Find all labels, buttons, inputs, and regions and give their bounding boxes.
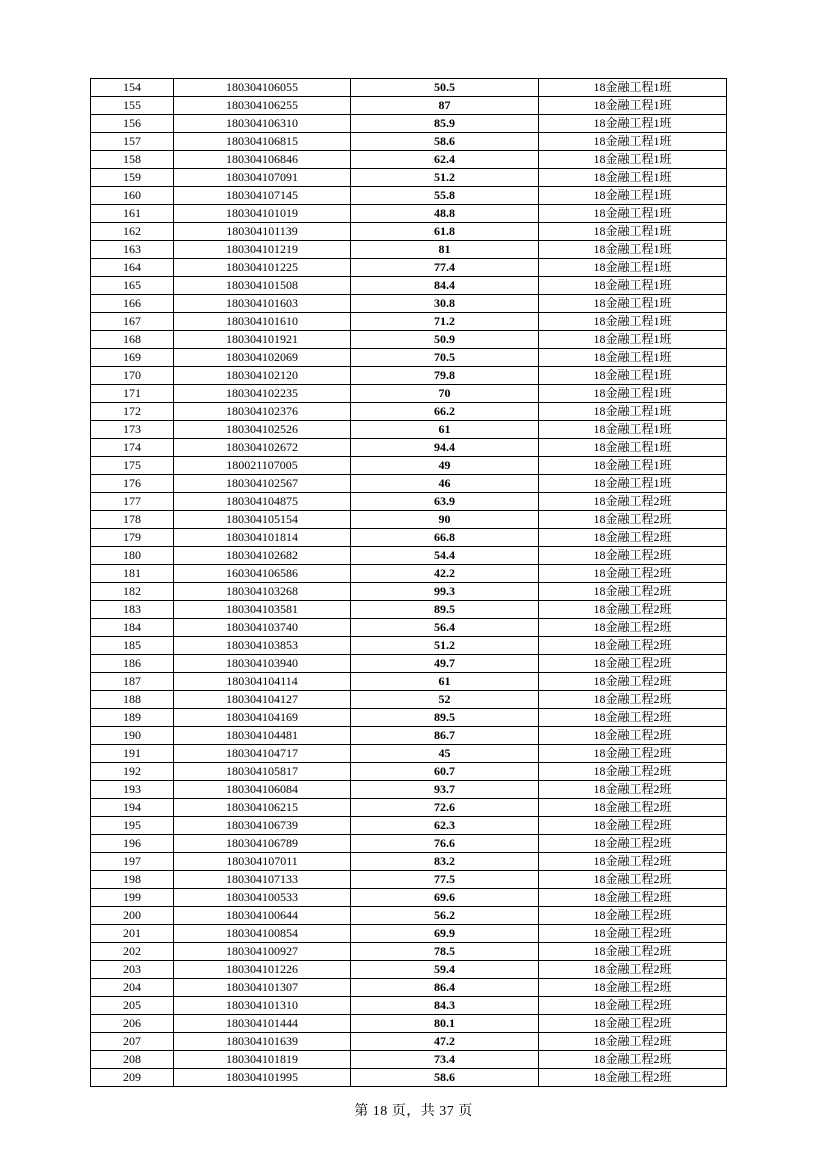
score-cell: 60.7 bbox=[351, 763, 539, 781]
table-row bbox=[91, 493, 727, 511]
row-number-cell: 163 bbox=[91, 241, 174, 259]
score-cell: 55.8 bbox=[351, 187, 539, 205]
score-cell: 89.5 bbox=[351, 709, 539, 727]
score-cell: 49.7 bbox=[351, 655, 539, 673]
class-name-cell: 18金融工程2班 bbox=[539, 853, 727, 871]
table-row bbox=[91, 349, 727, 367]
class-name-cell: 18金融工程2班 bbox=[539, 655, 727, 673]
student-id-cell: 180304101508 bbox=[174, 277, 351, 295]
row-number-cell: 190 bbox=[91, 727, 174, 745]
class-name-cell: 18金融工程2班 bbox=[539, 799, 727, 817]
row-number-cell: 183 bbox=[91, 601, 174, 619]
row-number-cell: 164 bbox=[91, 259, 174, 277]
class-name-cell: 18金融工程1班 bbox=[539, 97, 727, 115]
score-cell: 81 bbox=[351, 241, 539, 259]
score-cell: 46 bbox=[351, 475, 539, 493]
student-id-cell: 180304105154 bbox=[174, 511, 351, 529]
student-id-cell: 160304106586 bbox=[174, 565, 351, 583]
table-row bbox=[91, 187, 727, 205]
row-number-cell: 155 bbox=[91, 97, 174, 115]
score-cell: 58.6 bbox=[351, 1069, 539, 1087]
student-id-cell: 180304101444 bbox=[174, 1015, 351, 1033]
table-row bbox=[91, 655, 727, 673]
student-id-cell: 180304101226 bbox=[174, 961, 351, 979]
score-cell: 62.3 bbox=[351, 817, 539, 835]
student-id-cell: 180304101139 bbox=[174, 223, 351, 241]
row-number-cell: 207 bbox=[91, 1033, 174, 1051]
score-cell: 63.9 bbox=[351, 493, 539, 511]
student-id-cell: 180304102567 bbox=[174, 475, 351, 493]
class-name-cell: 18金融工程2班 bbox=[539, 547, 727, 565]
score-cell: 66.2 bbox=[351, 403, 539, 421]
score-cell: 56.2 bbox=[351, 907, 539, 925]
row-number-cell: 209 bbox=[91, 1069, 174, 1087]
student-id-cell: 180304105817 bbox=[174, 763, 351, 781]
row-number-cell: 193 bbox=[91, 781, 174, 799]
class-name-cell: 18金融工程1班 bbox=[539, 313, 727, 331]
student-id-cell: 180304104481 bbox=[174, 727, 351, 745]
class-name-cell: 18金融工程2班 bbox=[539, 1015, 727, 1033]
student-id-cell: 180304106739 bbox=[174, 817, 351, 835]
grades-table-body bbox=[91, 79, 727, 1087]
row-number-cell: 180 bbox=[91, 547, 174, 565]
table-row bbox=[91, 421, 727, 439]
score-cell: 84.3 bbox=[351, 997, 539, 1015]
class-name-cell: 18金融工程1班 bbox=[539, 205, 727, 223]
table-row bbox=[91, 115, 727, 133]
class-name-cell: 18金融工程2班 bbox=[539, 1033, 727, 1051]
student-id-cell: 180304106215 bbox=[174, 799, 351, 817]
score-cell: 58.6 bbox=[351, 133, 539, 151]
class-name-cell: 18金融工程1班 bbox=[539, 277, 727, 295]
table-row bbox=[91, 925, 727, 943]
class-name-cell: 18金融工程2班 bbox=[539, 835, 727, 853]
class-name-cell: 18金融工程1班 bbox=[539, 403, 727, 421]
score-cell: 94.4 bbox=[351, 439, 539, 457]
row-number-cell: 186 bbox=[91, 655, 174, 673]
row-number-cell: 202 bbox=[91, 943, 174, 961]
student-id-cell: 180304104717 bbox=[174, 745, 351, 763]
class-name-cell: 18金融工程1班 bbox=[539, 439, 727, 457]
student-id-cell: 180304100854 bbox=[174, 925, 351, 943]
score-cell: 70 bbox=[351, 385, 539, 403]
class-name-cell: 18金融工程2班 bbox=[539, 709, 727, 727]
student-id-cell: 180304103581 bbox=[174, 601, 351, 619]
table-row bbox=[91, 889, 727, 907]
student-id-cell: 180304102120 bbox=[174, 367, 351, 385]
score-cell: 73.4 bbox=[351, 1051, 539, 1069]
row-number-cell: 197 bbox=[91, 853, 174, 871]
grades-table bbox=[90, 78, 727, 1087]
student-id-cell: 180304104169 bbox=[174, 709, 351, 727]
student-id-cell: 180304107145 bbox=[174, 187, 351, 205]
class-name-cell: 18金融工程2班 bbox=[539, 529, 727, 547]
class-name-cell: 18金融工程2班 bbox=[539, 781, 727, 799]
class-name-cell: 18金融工程2班 bbox=[539, 997, 727, 1015]
class-name-cell: 18金融工程2班 bbox=[539, 601, 727, 619]
score-cell: 47.2 bbox=[351, 1033, 539, 1051]
table-row bbox=[91, 1033, 727, 1051]
table-row bbox=[91, 583, 727, 601]
row-number-cell: 175 bbox=[91, 457, 174, 475]
student-id-cell: 180304106055 bbox=[174, 79, 351, 97]
score-cell: 77.5 bbox=[351, 871, 539, 889]
student-id-cell: 180304102526 bbox=[174, 421, 351, 439]
row-number-cell: 181 bbox=[91, 565, 174, 583]
student-id-cell: 180304103740 bbox=[174, 619, 351, 637]
class-name-cell: 18金融工程1班 bbox=[539, 187, 727, 205]
row-number-cell: 182 bbox=[91, 583, 174, 601]
class-name-cell: 18金融工程1班 bbox=[539, 295, 727, 313]
class-name-cell: 18金融工程2班 bbox=[539, 583, 727, 601]
class-name-cell: 18金融工程1班 bbox=[539, 151, 727, 169]
table-row bbox=[91, 763, 727, 781]
row-number-cell: 184 bbox=[91, 619, 174, 637]
table-row bbox=[91, 781, 727, 799]
student-id-cell: 180304101019 bbox=[174, 205, 351, 223]
table-row bbox=[91, 331, 727, 349]
class-name-cell: 18金融工程2班 bbox=[539, 943, 727, 961]
class-name-cell: 18金融工程2班 bbox=[539, 871, 727, 889]
score-cell: 72.6 bbox=[351, 799, 539, 817]
row-number-cell: 189 bbox=[91, 709, 174, 727]
student-id-cell: 180304101610 bbox=[174, 313, 351, 331]
score-cell: 70.5 bbox=[351, 349, 539, 367]
student-id-cell: 180304101225 bbox=[174, 259, 351, 277]
row-number-cell: 208 bbox=[91, 1051, 174, 1069]
student-id-cell: 180304103268 bbox=[174, 583, 351, 601]
table-row bbox=[91, 817, 727, 835]
score-cell: 50.5 bbox=[351, 79, 539, 97]
table-row bbox=[91, 385, 727, 403]
score-cell: 71.2 bbox=[351, 313, 539, 331]
table-row bbox=[91, 601, 727, 619]
student-id-cell: 180304100644 bbox=[174, 907, 351, 925]
row-number-cell: 162 bbox=[91, 223, 174, 241]
table-row bbox=[91, 619, 727, 637]
row-number-cell: 167 bbox=[91, 313, 174, 331]
class-name-cell: 18金融工程1班 bbox=[539, 115, 727, 133]
score-cell: 86.4 bbox=[351, 979, 539, 997]
table-row bbox=[91, 943, 727, 961]
score-cell: 83.2 bbox=[351, 853, 539, 871]
table-row bbox=[91, 547, 727, 565]
student-id-cell: 180304104127 bbox=[174, 691, 351, 709]
row-number-cell: 203 bbox=[91, 961, 174, 979]
student-id-cell: 180304102682 bbox=[174, 547, 351, 565]
row-number-cell: 169 bbox=[91, 349, 174, 367]
table-row bbox=[91, 475, 727, 493]
class-name-cell: 18金融工程2班 bbox=[539, 511, 727, 529]
row-number-cell: 200 bbox=[91, 907, 174, 925]
row-number-cell: 205 bbox=[91, 997, 174, 1015]
row-number-cell: 187 bbox=[91, 673, 174, 691]
table-row bbox=[91, 97, 727, 115]
score-cell: 86.7 bbox=[351, 727, 539, 745]
class-name-cell: 18金融工程1班 bbox=[539, 223, 727, 241]
score-cell: 80.1 bbox=[351, 1015, 539, 1033]
score-cell: 69.9 bbox=[351, 925, 539, 943]
class-name-cell: 18金融工程2班 bbox=[539, 817, 727, 835]
student-id-cell: 180021107005 bbox=[174, 457, 351, 475]
row-number-cell: 178 bbox=[91, 511, 174, 529]
class-name-cell: 18金融工程2班 bbox=[539, 1051, 727, 1069]
score-cell: 93.7 bbox=[351, 781, 539, 799]
score-cell: 78.5 bbox=[351, 943, 539, 961]
student-id-cell: 180304106846 bbox=[174, 151, 351, 169]
class-name-cell: 18金融工程2班 bbox=[539, 979, 727, 997]
table-row bbox=[91, 1051, 727, 1069]
score-cell: 50.9 bbox=[351, 331, 539, 349]
student-id-cell: 180304106310 bbox=[174, 115, 351, 133]
class-name-cell: 18金融工程2班 bbox=[539, 493, 727, 511]
table-row bbox=[91, 1015, 727, 1033]
class-name-cell: 18金融工程1班 bbox=[539, 259, 727, 277]
score-cell: 51.2 bbox=[351, 637, 539, 655]
table-row bbox=[91, 853, 727, 871]
class-name-cell: 18金融工程2班 bbox=[539, 907, 727, 925]
row-number-cell: 179 bbox=[91, 529, 174, 547]
table-row bbox=[91, 961, 727, 979]
score-cell: 90 bbox=[351, 511, 539, 529]
class-name-cell: 18金融工程2班 bbox=[539, 691, 727, 709]
table-row bbox=[91, 997, 727, 1015]
table-row bbox=[91, 565, 727, 583]
score-cell: 52 bbox=[351, 691, 539, 709]
table-row bbox=[91, 907, 727, 925]
student-id-cell: 180304101639 bbox=[174, 1033, 351, 1051]
class-name-cell: 18金融工程2班 bbox=[539, 1069, 727, 1087]
table-row bbox=[91, 277, 727, 295]
table-row bbox=[91, 637, 727, 655]
page-footer: 第 18 页，共 37 页 bbox=[354, 1104, 473, 1119]
student-id-cell: 180304101307 bbox=[174, 979, 351, 997]
table-row bbox=[91, 205, 727, 223]
row-number-cell: 170 bbox=[91, 367, 174, 385]
class-name-cell: 18金融工程2班 bbox=[539, 565, 727, 583]
class-name-cell: 18金融工程1班 bbox=[539, 349, 727, 367]
table-row bbox=[91, 133, 727, 151]
table-row bbox=[91, 745, 727, 763]
row-number-cell: 161 bbox=[91, 205, 174, 223]
table-row bbox=[91, 709, 727, 727]
row-number-cell: 177 bbox=[91, 493, 174, 511]
table-row bbox=[91, 169, 727, 187]
row-number-cell: 156 bbox=[91, 115, 174, 133]
student-id-cell: 180304103940 bbox=[174, 655, 351, 673]
student-id-cell: 180304107091 bbox=[174, 169, 351, 187]
student-id-cell: 180304100533 bbox=[174, 889, 351, 907]
class-name-cell: 18金融工程2班 bbox=[539, 925, 727, 943]
class-name-cell: 18金融工程1班 bbox=[539, 79, 727, 97]
class-name-cell: 18金融工程1班 bbox=[539, 457, 727, 475]
row-number-cell: 201 bbox=[91, 925, 174, 943]
table-row bbox=[91, 511, 727, 529]
score-cell: 30.8 bbox=[351, 295, 539, 313]
class-name-cell: 18金融工程1班 bbox=[539, 241, 727, 259]
table-row bbox=[91, 151, 727, 169]
student-id-cell: 180304104114 bbox=[174, 673, 351, 691]
class-name-cell: 18金融工程1班 bbox=[539, 367, 727, 385]
student-id-cell: 180304102672 bbox=[174, 439, 351, 457]
class-name-cell: 18金融工程1班 bbox=[539, 385, 727, 403]
table-row bbox=[91, 799, 727, 817]
score-cell: 54.4 bbox=[351, 547, 539, 565]
student-id-cell: 180304107133 bbox=[174, 871, 351, 889]
score-cell: 49 bbox=[351, 457, 539, 475]
row-number-cell: 157 bbox=[91, 133, 174, 151]
score-cell: 59.4 bbox=[351, 961, 539, 979]
student-id-cell: 180304101603 bbox=[174, 295, 351, 313]
table-row bbox=[91, 979, 727, 997]
score-cell: 61.8 bbox=[351, 223, 539, 241]
student-id-cell: 180304106084 bbox=[174, 781, 351, 799]
table-row bbox=[91, 223, 727, 241]
score-cell: 61 bbox=[351, 421, 539, 439]
row-number-cell: 199 bbox=[91, 889, 174, 907]
student-id-cell: 180304103853 bbox=[174, 637, 351, 655]
table-row bbox=[91, 313, 727, 331]
student-id-cell: 180304106789 bbox=[174, 835, 351, 853]
row-number-cell: 192 bbox=[91, 763, 174, 781]
score-cell: 48.8 bbox=[351, 205, 539, 223]
score-cell: 69.6 bbox=[351, 889, 539, 907]
class-name-cell: 18金融工程2班 bbox=[539, 619, 727, 637]
row-number-cell: 158 bbox=[91, 151, 174, 169]
score-cell: 61 bbox=[351, 673, 539, 691]
table-row bbox=[91, 835, 727, 853]
class-name-cell: 18金融工程2班 bbox=[539, 745, 727, 763]
score-cell: 84.4 bbox=[351, 277, 539, 295]
row-number-cell: 160 bbox=[91, 187, 174, 205]
student-id-cell: 180304101921 bbox=[174, 331, 351, 349]
class-name-cell: 18金融工程1班 bbox=[539, 475, 727, 493]
table-row bbox=[91, 457, 727, 475]
student-id-cell: 180304106255 bbox=[174, 97, 351, 115]
score-cell: 42.2 bbox=[351, 565, 539, 583]
table-row bbox=[91, 403, 727, 421]
student-id-cell: 180304101814 bbox=[174, 529, 351, 547]
class-name-cell: 18金融工程1班 bbox=[539, 331, 727, 349]
score-cell: 77.4 bbox=[351, 259, 539, 277]
table-row bbox=[91, 259, 727, 277]
table-row bbox=[91, 871, 727, 889]
student-id-cell: 180304102235 bbox=[174, 385, 351, 403]
score-cell: 89.5 bbox=[351, 601, 539, 619]
row-number-cell: 191 bbox=[91, 745, 174, 763]
student-id-cell: 180304102069 bbox=[174, 349, 351, 367]
student-id-cell: 180304101995 bbox=[174, 1069, 351, 1087]
score-cell: 51.2 bbox=[351, 169, 539, 187]
row-number-cell: 171 bbox=[91, 385, 174, 403]
score-cell: 76.6 bbox=[351, 835, 539, 853]
table-row bbox=[91, 673, 727, 691]
row-number-cell: 172 bbox=[91, 403, 174, 421]
score-cell: 45 bbox=[351, 745, 539, 763]
score-cell: 66.8 bbox=[351, 529, 539, 547]
score-cell: 87 bbox=[351, 97, 539, 115]
score-cell: 85.9 bbox=[351, 115, 539, 133]
table-row bbox=[91, 79, 727, 97]
row-number-cell: 168 bbox=[91, 331, 174, 349]
score-cell: 79.8 bbox=[351, 367, 539, 385]
class-name-cell: 18金融工程2班 bbox=[539, 961, 727, 979]
row-number-cell: 188 bbox=[91, 691, 174, 709]
row-number-cell: 176 bbox=[91, 475, 174, 493]
row-number-cell: 185 bbox=[91, 637, 174, 655]
table-row bbox=[91, 295, 727, 313]
student-id-cell: 180304104875 bbox=[174, 493, 351, 511]
student-id-cell: 180304101819 bbox=[174, 1051, 351, 1069]
table-row bbox=[91, 529, 727, 547]
table-row bbox=[91, 691, 727, 709]
student-id-cell: 180304101310 bbox=[174, 997, 351, 1015]
row-number-cell: 174 bbox=[91, 439, 174, 457]
row-number-cell: 166 bbox=[91, 295, 174, 313]
row-number-cell: 206 bbox=[91, 1015, 174, 1033]
table-row bbox=[91, 439, 727, 457]
row-number-cell: 195 bbox=[91, 817, 174, 835]
student-id-cell: 180304100927 bbox=[174, 943, 351, 961]
table-row bbox=[91, 367, 727, 385]
row-number-cell: 173 bbox=[91, 421, 174, 439]
class-name-cell: 18金融工程2班 bbox=[539, 673, 727, 691]
class-name-cell: 18金融工程2班 bbox=[539, 889, 727, 907]
class-name-cell: 18金融工程1班 bbox=[539, 133, 727, 151]
student-id-cell: 180304106815 bbox=[174, 133, 351, 151]
row-number-cell: 196 bbox=[91, 835, 174, 853]
row-number-cell: 194 bbox=[91, 799, 174, 817]
score-cell: 62.4 bbox=[351, 151, 539, 169]
student-id-cell: 180304102376 bbox=[174, 403, 351, 421]
row-number-cell: 198 bbox=[91, 871, 174, 889]
class-name-cell: 18金融工程2班 bbox=[539, 727, 727, 745]
score-cell: 99.3 bbox=[351, 583, 539, 601]
row-number-cell: 165 bbox=[91, 277, 174, 295]
row-number-cell: 159 bbox=[91, 169, 174, 187]
row-number-cell: 204 bbox=[91, 979, 174, 997]
class-name-cell: 18金融工程2班 bbox=[539, 637, 727, 655]
table-row bbox=[91, 727, 727, 745]
table-row bbox=[91, 1069, 727, 1087]
class-name-cell: 18金融工程1班 bbox=[539, 169, 727, 187]
row-number-cell: 154 bbox=[91, 79, 174, 97]
student-id-cell: 180304101219 bbox=[174, 241, 351, 259]
table-row bbox=[91, 241, 727, 259]
score-cell: 56.4 bbox=[351, 619, 539, 637]
class-name-cell: 18金融工程1班 bbox=[539, 421, 727, 439]
class-name-cell: 18金融工程2班 bbox=[539, 763, 727, 781]
student-id-cell: 180304107011 bbox=[174, 853, 351, 871]
